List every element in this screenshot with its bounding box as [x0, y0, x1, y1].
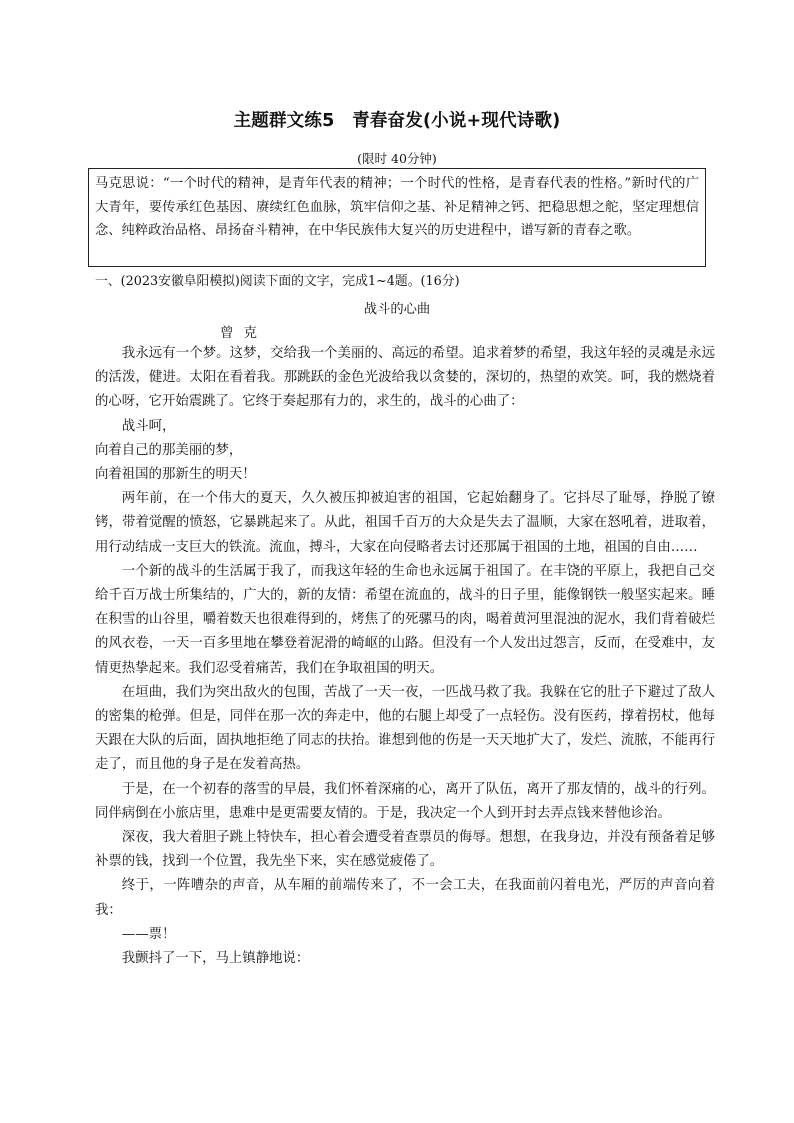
page-title: 主题群文练5 青春奋发(小说+现代诗歌)	[233, 111, 561, 131]
paragraph: 于是，在一个初春的落雪的早晨，我们怀着深痛的心，离开了队伍，离开了那友情的，战斗的行列。同伴病倒在小旅店里，患难中是更需要友情的。于是，我决定一个人到开封去弄点钱来替他诊治。	[95, 781, 715, 821]
paragraph: 我永远有一个梦。这梦，交给我一个美丽的、高远的希望。追求着梦的希望，我这年轻的灵魂是永远的活泼，健进。太阳在看着我。那跳跃的金色光波给我以贪婪的，深切的，热望的欢笑。呵，我的燃烧着的心呀，它开始震跳了。它终于奏起那有力的，求生的，战斗的心曲了：	[95, 346, 715, 410]
poem-line: 向着祖国的那新生的明天！	[95, 467, 256, 483]
paragraph: 深夜，我大着胆子跳上特快车，担心着会遭受着查票员的侮辱。想想，在我身边，并没有预备着足够补票的钱，找到一个位置，我先坐下来，实在感觉疲倦了。	[95, 830, 715, 870]
paragraph: 在垣曲，我们为突出敌火的包围，苦战了一天一夜，一匹战马救了我。我躲在它的肚子下避过了敌人的密集的枪弹。但是，同伴在那一次的奔走中，他的右腿上却受了一点轻伤。没有医药，撑着拐杖，他每天跟在大队的后面，固执地拒绝了同志的扶抬。谁想到他的伤是一天天地扩大了，发烂、流脓，不能再行走了，而且他的身子是在发着高热。	[95, 684, 715, 773]
article-title: 战斗的心曲	[363, 302, 431, 317]
article-author: 曾克	[220, 325, 267, 341]
paragraph: 一个新的战斗的生活属于我了，而我这年轻的生命也永远属于祖国了。在丰饶的平原上，我把自己交给千百万战士所集结的，广大的，新的友情：希望在流血的，战斗的日子里，能像钢铁一般坚实起来。睡在积雪的山谷里，嚼着数天也很难得到的，烤焦了的死骡马的肉，喝着黄河里混浊的泥水，我们背着破烂的风衣卷，一天一百多里地在攀登着泥滑的崎岖的山路。但没有一个人发出过怨言，反而，在受难中，友情更热挚起来。我们忍受着痛苦，我们在争取祖国的明天。	[95, 563, 715, 676]
time-limit: (限时 40分钟)	[357, 151, 437, 166]
paragraph: 两年前，在一个伟大的夏天，久久被压抑被迫害的祖国，它起始翻身了。它抖尽了耻辱，挣脱了镣铐，带着觉醒的愤怒，它暴跳起来了。从此，祖国千百万的大众是失去了温顺，大家在怒吼着，进取着，用行动结成一支巨大的铁流。流血，搏斗，大家在向侵略者去讨还那属于祖国的土地，祖国的自由……	[95, 491, 715, 555]
paragraph: 终于，一阵嘈杂的声音，从车厢的前端传来了，不一会工夫，在我面前闪着电光，严厉的声音向着我：	[95, 878, 715, 918]
paragraph: ——票！	[121, 926, 176, 942]
paragraph: 我颤抖了一下，马上镇静地说：	[121, 951, 310, 967]
poem-line: 战斗呵，	[121, 418, 176, 434]
intro-quote-box: 马克思说：“一个时代的精神，是青年代表的精神；一个时代的性格，是青春代表的性格。”新时代的广大青年，要传承红色基因、赓续红色血脉，筑牢信仰之基、补足精神之钙、把稳思想之舵，坚定理想信念、纯粹政治品格、昂扬奋斗精神，在中华民族伟大复兴的历史进程中，谱写新的青春之歌。	[88, 168, 706, 267]
question-header: 一、(2023安徽阜阳模拟)阅读下面的文字，完成1~4题。(16分)	[95, 274, 460, 289]
poem-line: 向着自己的那美丽的梦，	[95, 442, 243, 458]
article-body	[95, 342, 715, 971]
